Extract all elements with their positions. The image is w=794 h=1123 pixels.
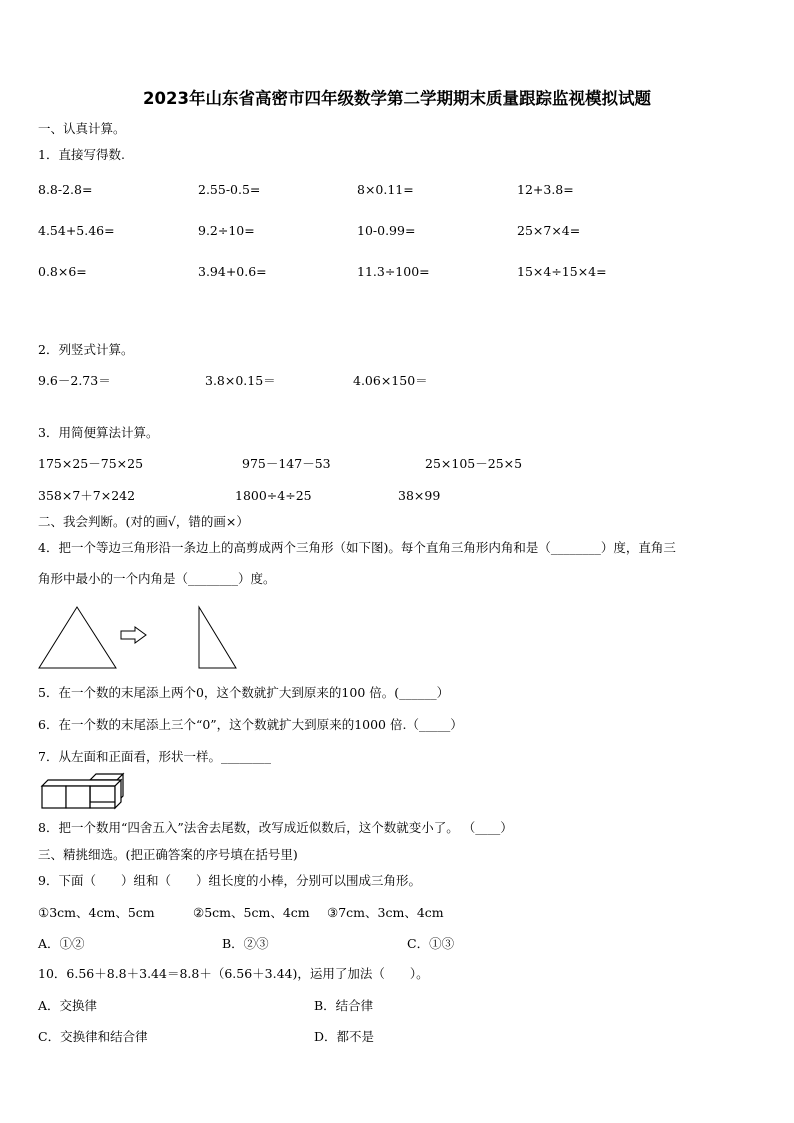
q1-item: 11.3÷100= bbox=[357, 264, 430, 279]
q1-item: 3.94+0.6= bbox=[198, 264, 267, 279]
q1-item: 8×0.11= bbox=[357, 182, 414, 197]
q9-option-c: C．①③ bbox=[407, 936, 455, 951]
q3-item: 975－147－53 bbox=[242, 456, 331, 471]
q4-figure bbox=[36, 604, 246, 672]
section-3-heading: 三、精挑细选。(把正确答案的序号填在括号里) bbox=[38, 847, 298, 862]
q10-option-d: D．都不是 bbox=[314, 1029, 375, 1044]
q1-item: 25×7×4= bbox=[517, 223, 581, 238]
q9-option-b: B．②③ bbox=[222, 936, 269, 951]
q3-item: 25×105－25×5 bbox=[425, 456, 523, 471]
q1-item: 4.54+5.46= bbox=[38, 223, 115, 238]
q3-item: 1800÷4÷25 bbox=[235, 488, 312, 503]
q9-group: ③7cm、3cm、4cm bbox=[327, 905, 444, 920]
q1-item: 15×4÷15×4= bbox=[517, 264, 607, 279]
q3-heading: 3．用简便算法计算。 bbox=[38, 425, 159, 440]
q4-line-2: 角形中最小的一个内角是（________）度。 bbox=[38, 571, 276, 586]
q3-item: 175×25－75×25 bbox=[38, 456, 144, 471]
q10-option-c: C．交换律和结合律 bbox=[38, 1029, 148, 1044]
section-2-heading: 二、我会判断。(对的画√，错的画×） bbox=[38, 514, 249, 529]
q1-item: 8.8-2.8= bbox=[38, 182, 93, 197]
q3-item: 358×7＋7×242 bbox=[38, 488, 136, 503]
q1-item: 9.2÷10= bbox=[198, 223, 255, 238]
q10-option-b: B．结合律 bbox=[314, 998, 374, 1013]
q1-heading: 1．直接写得数. bbox=[38, 147, 125, 162]
right-triangle bbox=[199, 607, 236, 668]
q9-group: ②5cm、5cm、4cm bbox=[193, 905, 310, 920]
q1-item: 12+3.8= bbox=[517, 182, 574, 197]
q10-option-a: A．交换律 bbox=[38, 998, 98, 1013]
q8-text: 8．把一个数用“四舍五入”法舍去尾数，改写成近似数后，这个数就变小了。 （____） bbox=[38, 820, 513, 835]
page-title: 2023年山东省高密市四年级数学第二学期期末质量跟踪监视模拟试题 bbox=[143, 89, 651, 108]
q7-cubes-figure bbox=[40, 772, 126, 810]
equilateral-triangle bbox=[39, 607, 116, 668]
section-1-heading: 一、认真计算。 bbox=[38, 121, 126, 136]
q4-line-1: 4．把一个等边三角形沿一条边上的高剪成两个三角形（如下图)。每个直角三角形内角和是（________）度，直角三 bbox=[38, 540, 676, 555]
q2-heading: 2．列竖式计算。 bbox=[38, 342, 134, 357]
q7-text: 7．从左面和正面看，形状一样。________ bbox=[38, 749, 271, 764]
q10-heading: 10．6.56＋8.8＋3.44＝8.8＋（6.56＋3.44)，运用了加法（ ）。 bbox=[38, 966, 429, 981]
q2-item: 3.8×0.15＝ bbox=[205, 373, 276, 388]
q6-text: 6．在一个数的末尾添上三个“0”，这个数就扩大到原来的1000 倍.（_____） bbox=[38, 717, 463, 732]
q2-item: 9.6－2.73＝ bbox=[38, 373, 111, 388]
q9-heading: 9．下面（ ）组和（ ）组长度的小棒，分别可以围成三角形。 bbox=[38, 873, 421, 888]
q3-item: 38×99 bbox=[398, 488, 441, 503]
arrow-right-icon bbox=[121, 627, 146, 643]
q1-item: 0.8×6= bbox=[38, 264, 87, 279]
q1-item: 10-0.99= bbox=[357, 223, 416, 238]
q9-group: ①3cm、4cm、5cm bbox=[38, 905, 155, 920]
q1-item: 2.55-0.5= bbox=[198, 182, 261, 197]
q5-text: 5．在一个数的末尾添上两个0，这个数就扩大到原来的100 倍。(______） bbox=[38, 685, 450, 700]
q2-item: 4.06×150＝ bbox=[353, 373, 428, 388]
q9-option-a: A．①② bbox=[38, 936, 85, 951]
